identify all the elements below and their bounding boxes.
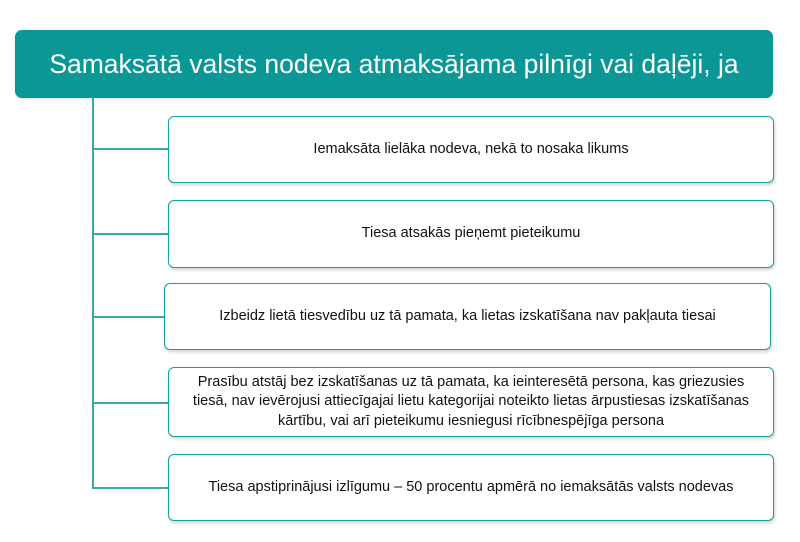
tree-connector-branch — [92, 316, 164, 318]
tree-connector-branch — [92, 487, 168, 489]
condition-box-5: Tiesa apstiprinājusi izlīgumu – 50 procentu apmērā no iemaksātās valsts nodevas — [168, 454, 774, 521]
condition-box-4: Prasību atstāj bez izskatīšanas uz tā pamata, ka ieinteresētā persona, kas griezusies tiesā, nav ievērojusi attiecīgajai lietu kategorijai noteikto lietas ārpustiesas izskatīšanas kārtību, vai arī pieteikumu iesniegusi rīcībnespējīga persona — [168, 367, 774, 437]
tree-connector-branch — [92, 148, 168, 150]
tree-connector-vertical — [92, 98, 94, 489]
condition-box-3: Izbeidz lietā tiesvedību uz tā pamata, ka lietas izskatīšana nav pakļauta tiesai — [164, 283, 771, 350]
condition-box-1: Iemaksāta lielāka nodeva, nekā to nosaka likums — [168, 116, 774, 183]
condition-box-2: Tiesa atsakās pieņemt pieteikumu — [168, 200, 774, 268]
tree-connector-branch — [92, 233, 168, 235]
diagram-title: Samaksātā valsts nodeva atmaksājama pilnīgi vai daļēji, ja — [15, 30, 773, 98]
tree-connector-branch — [92, 402, 168, 404]
